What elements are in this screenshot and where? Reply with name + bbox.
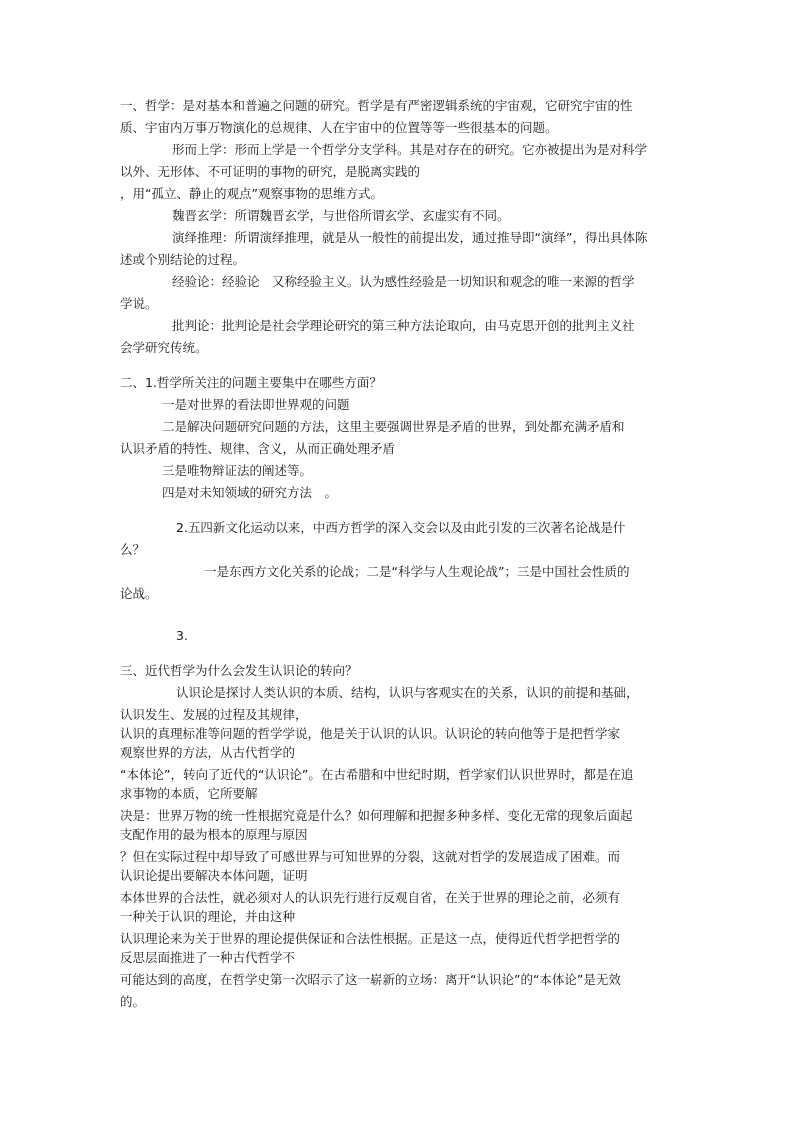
section2-answer-2-cont: 论战。 [120,586,158,601]
term-weijin-xuanxue: 魏晋玄学：所谓魏晋玄学，与世俗所谓玄学、玄虚实有不同。 [172,208,510,223]
section1-line-8: 述或个别结论的过程。 [120,252,246,267]
section2-point-4: 四是对未知领域的研究方法 。 [162,485,338,500]
term-metaphysics: 形而上学：形而上学是一个哲学分支学科。其是对存在的研究。它亦被提出为是对科学 [172,142,648,157]
section2-question-2: 2.五四新文化运动以来，中西方哲学的深入交会以及由此引发的三次著名论战是什 [176,520,626,535]
section3-line-11: 本体世界的合法性，就必须对人的认识先行进行反观自省，在关于世界的理论之前，必须有 [120,890,621,905]
section3-line-16: 的。 [120,994,146,1009]
section3-line-6: 求事物的本质，它所要解 [120,786,258,801]
section3-line-10: 认识论提出要解决本体问题，证明 [120,868,308,883]
section3-line-1: 认识论是探讨人类认识的本质、结构，认识与客观实在的关系，认识的前提和基础， [176,685,639,700]
section3-line-8: 支配作用的最为根本的原理与原因 [120,827,308,842]
section2-question-3: 3. [176,628,188,643]
term-deduction: 演绎推理：所谓演绎推理，就是从一般性的前提出发，通过推导即“演绎”，得出具体陈 [172,230,648,245]
section3-heading: 三、近代哲学为什么会发生认识论的转向？ [120,663,358,678]
section2-point-2: 二是解决问题研究问题的方法，这里主要强调世界是矛盾的世界，到处都充满矛盾和 [162,419,625,434]
section3-line-9: ？但在实际过程中却导致了可感世界与可知世界的分裂，这就对哲学的发展造成了困难。而 [120,849,621,864]
section3-line-12: 一种关于认识的理论，并由这种 [120,909,296,924]
section2-heading: 二、1.哲学所关注的问题主要集中在哪些方面？ [120,375,382,390]
section3-line-2: 认识发生、发展的过程及其规律， [120,707,308,722]
section1-line-2: 质、宇宙内万事万物演化的总规律、人在宇宙中的位置等等一些很基本的问题。 [120,120,558,135]
section1-line-10: 学说。 [120,296,158,311]
section2-point-2-cont: 认识矛盾的特性、规律、含义，从而正确处理矛盾 [120,441,396,456]
section3-line-13: 认识理论来为关于世界的理论提供保证和合法性根据。正是这一点，使得近代哲学把哲学的 [120,931,621,946]
section2-answer-2: 一是东西方文化关系的论战；二是“科学与人生观论战”；三是中国社会性质的 [204,564,630,579]
section3-line-14: 反思层面推进了一种古代哲学不 [120,950,296,965]
section3-line-3: 认识的真理标准等问题的哲学学说，他是关于认识的认识。认识论的转向他等于是把哲学家 [120,726,621,741]
section3-line-5: “本体论”，转向了近代的“认识论”。在古希腊和中世纪时期，哲学家们认识世界时，都是在追 [120,767,634,782]
section2-point-1: 一是对世界的看法即世界观的问题 [162,397,350,412]
section2-point-3: 三是唯物辩证法的阐述等。 [162,463,313,478]
section2-question-2-cont: 么？ [120,542,146,557]
section3-line-7: 决是：世界万物的统一性根据究竟是什么？如何理解和把握多种多样、变化无常的现象后面起 [120,808,633,823]
section1-line-1: 一、哲学：是对基本和普遍之问题的研究。哲学是有严密逻辑系统的宇宙观，它研究宇宙的性 [120,98,633,113]
term-critical-theory: 批判论：批判论是社会学理论研究的第三种方法论取向，由马克思开创的批判主义社 [172,318,635,333]
term-empiricism: 经验论：经验论 又称经验主义。认为感性经验是一切知识和观念的唯一来源的哲学 [172,274,635,289]
section1-line-5: ，用“孤立、静止的观点”观察事物的思维方式。 [120,186,383,201]
section3-line-4: 观察世界的方法，从古代哲学的 [120,745,296,760]
section1-line-12: 会学研究传统。 [120,340,208,355]
section3-line-15: 可能达到的高度，在哲学史第一次昭示了这一崭新的立场：离开“认识论”的“本体论”是无效 [120,972,621,987]
section1-line-4: 以外、无形体、不可证明的事物的研究，是脱离实践的 [120,164,421,179]
